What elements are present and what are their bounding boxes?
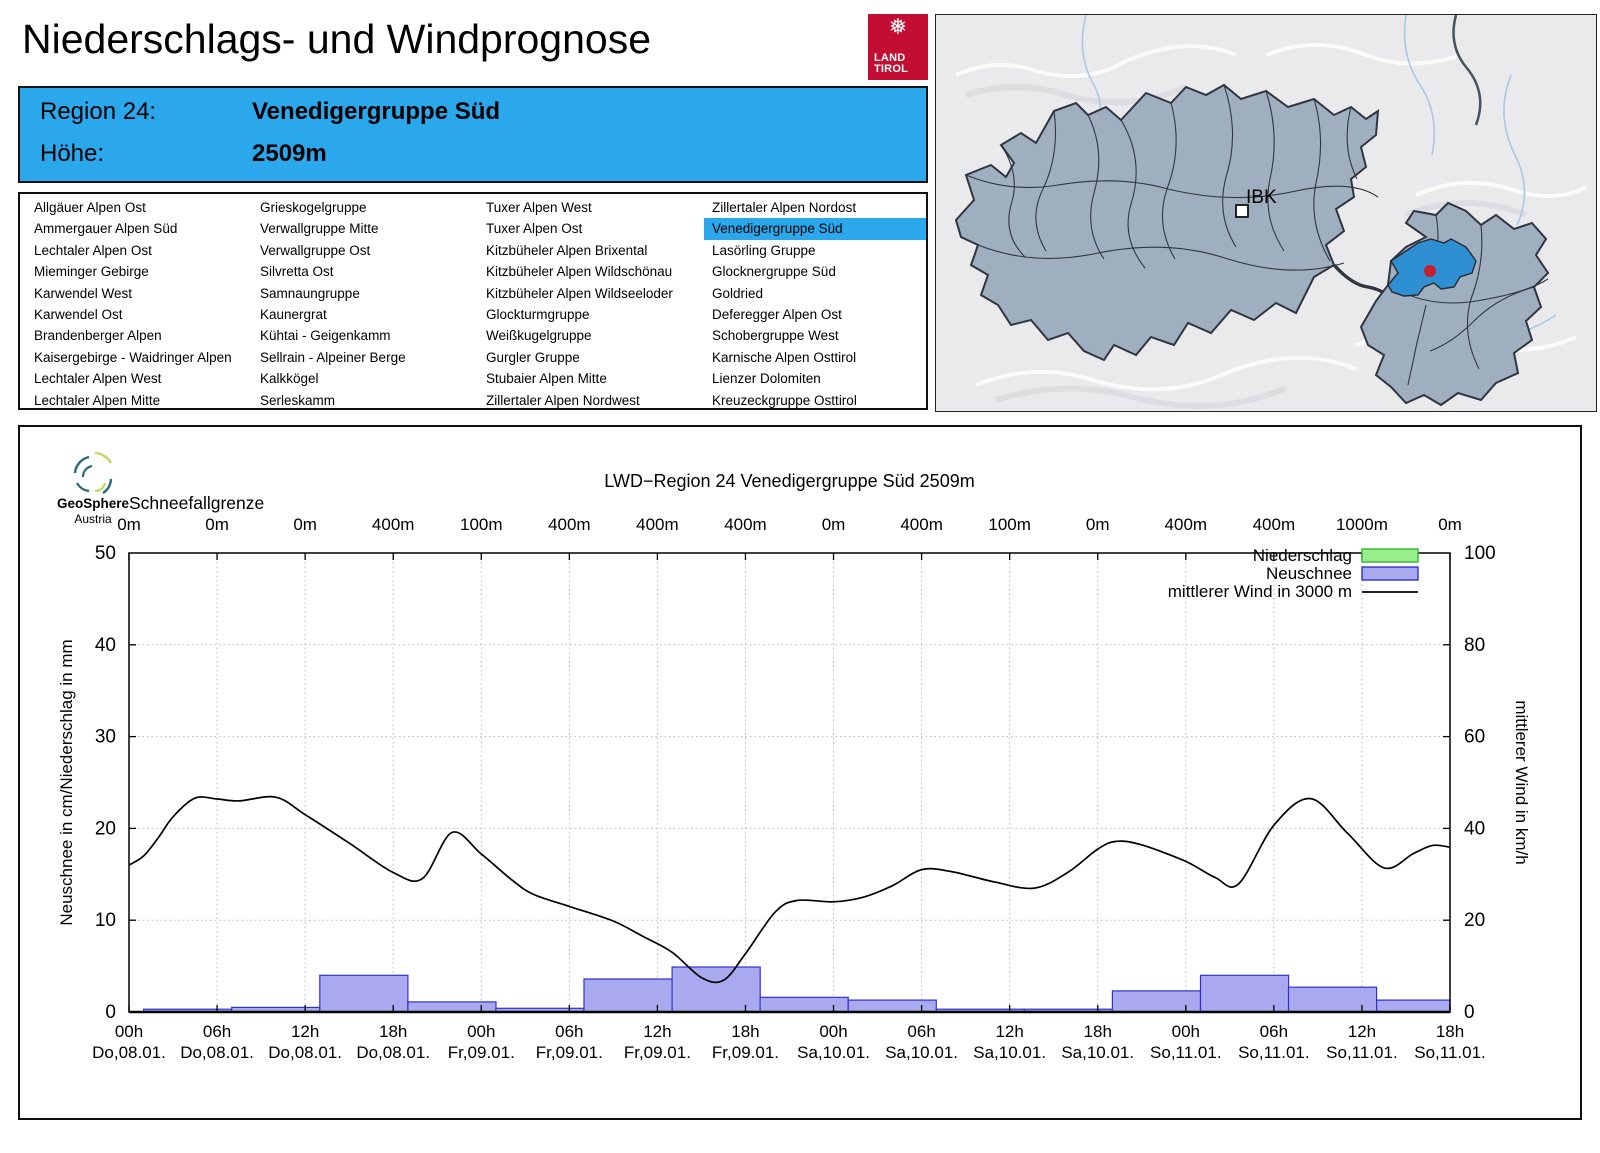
altitude-value: 2509m: [252, 140, 327, 167]
region-list-item[interactable]: Deferegger Alpen Ost: [712, 306, 842, 322]
svg-text:12h: 12h: [290, 1022, 320, 1041]
y-right-axis-title: mittlerer Wind in km/h: [1512, 700, 1531, 865]
region-list-item[interactable]: Verwallgruppe Mitte: [260, 221, 379, 237]
svg-text:Fr,09.01.: Fr,09.01.: [447, 1043, 515, 1062]
forecast-chart-panel: [18, 425, 1582, 1120]
region-list-item[interactable]: Zillertaler Alpen Nordost: [712, 200, 857, 215]
svg-text:60: 60: [1464, 726, 1486, 748]
land-tirol-logo: [868, 14, 928, 80]
region-list-item[interactable]: Kitzbüheler Alpen Wildseeloder: [486, 285, 673, 301]
svg-text:0m: 0m: [1085, 515, 1110, 534]
svg-text:400m: 400m: [724, 515, 767, 534]
region-list: [18, 192, 928, 410]
svg-text:GeoSphere: GeoSphere: [56, 496, 130, 511]
svg-text:12h: 12h: [995, 1022, 1024, 1041]
svg-text:Fr,09.01.: Fr,09.01.: [711, 1043, 780, 1062]
svg-text:40: 40: [1464, 818, 1486, 840]
region-list-item[interactable]: Lechtaler Alpen Mitte: [34, 392, 161, 408]
svg-text:100m: 100m: [988, 515, 1031, 534]
svg-text:Austria: Austria: [74, 512, 112, 526]
region-name: Venedigergruppe Süd: [252, 98, 501, 125]
svg-text:Do,08.01.: Do,08.01.: [268, 1043, 343, 1062]
region-list-item[interactable]: Silvretta Ost: [260, 264, 334, 280]
region-list-item[interactable]: Verwallgruppe Ost: [260, 242, 371, 258]
svg-text:20: 20: [1464, 910, 1486, 932]
region-list-item[interactable]: Kreuzeckgruppe Osttirol: [712, 392, 857, 408]
x-tick-labels: [92, 1022, 1486, 1062]
svg-text:400m: 400m: [1164, 515, 1208, 534]
svg-text:Fr,09.01.: Fr,09.01.: [535, 1043, 603, 1062]
plot-frame: [129, 553, 1450, 1012]
svg-text:1000m: 1000m: [1335, 515, 1388, 534]
region-list-column-4: [704, 197, 926, 411]
region-list-item[interactable]: Stubaier Alpen Mitte: [486, 371, 607, 387]
svg-text:0m: 0m: [1438, 515, 1462, 534]
region-list-item[interactable]: Ammergauer Alpen Süd: [34, 221, 178, 237]
region-list-item[interactable]: Mieminger Gebirge: [34, 264, 149, 280]
snowline-tick-labels: [117, 515, 1462, 534]
svg-text:Do,08.01.: Do,08.01.: [180, 1043, 254, 1062]
svg-text:100: 100: [1464, 543, 1496, 564]
region-list-item[interactable]: Kalkkögel: [260, 371, 319, 387]
svg-text:Sa,10.01.: Sa,10.01.: [1061, 1043, 1135, 1062]
forecast-chart: [20, 427, 1580, 1118]
svg-text:18h: 18h: [379, 1022, 408, 1041]
region-list-item[interactable]: Lechtaler Alpen West: [34, 371, 162, 387]
wind-line: [129, 797, 1450, 983]
region-list-item[interactable]: Kitzbüheler Alpen Brixental: [486, 242, 648, 258]
svg-text:80: 80: [1464, 634, 1486, 656]
region-label: Region 24:: [40, 98, 157, 125]
svg-text:06h: 06h: [555, 1022, 584, 1041]
svg-text:06h: 06h: [907, 1022, 936, 1041]
svg-text:Fr,09.01.: Fr,09.01.: [623, 1043, 691, 1062]
svg-text:Sa,10.01.: Sa,10.01.: [797, 1043, 870, 1062]
region-list-item[interactable]: Glocknergruppe Süd: [712, 264, 836, 280]
region-list-item[interactable]: Sellrain - Alpeiner Berge: [260, 349, 406, 365]
region-list-item[interactable]: Samnaungruppe: [260, 285, 360, 301]
region-list-item[interactable]: Venedigergruppe Süd: [704, 218, 926, 239]
region-list-item[interactable]: Serleskamm: [260, 392, 336, 408]
svg-text:0m: 0m: [293, 515, 317, 534]
region-list-item[interactable]: Karwendel West: [34, 285, 133, 301]
svg-text:06h: 06h: [1259, 1022, 1289, 1041]
svg-text:Niederschlag: Niederschlag: [1252, 546, 1352, 565]
region-list-item[interactable]: Goldried: [712, 285, 764, 301]
svg-text:18h: 18h: [731, 1022, 760, 1041]
ibk-label: IBK: [1246, 187, 1277, 208]
svg-text:400m: 400m: [1252, 515, 1296, 534]
altitude-row: [40, 140, 327, 168]
y-right-tick-labels: [1464, 543, 1496, 1023]
svg-text:0: 0: [105, 1002, 116, 1023]
svg-text:0m: 0m: [205, 515, 229, 534]
svg-text:Sa,10.01.: Sa,10.01.: [885, 1043, 958, 1062]
altitude-label: Höhe:: [40, 140, 105, 167]
svg-text:So,11.01.: So,11.01.: [1238, 1043, 1310, 1062]
y-left-tick-labels: [95, 543, 116, 1023]
svg-text:30: 30: [94, 726, 116, 748]
svg-text:00h: 00h: [1171, 1022, 1200, 1041]
station-dot: [1424, 265, 1436, 277]
svg-text:So,11.01.: So,11.01.: [1414, 1043, 1486, 1062]
svg-text:40: 40: [94, 634, 116, 656]
region-list-item[interactable]: Lechtaler Alpen Ost: [34, 242, 152, 258]
svg-text:400m: 400m: [548, 515, 591, 534]
svg-text:00h: 00h: [819, 1022, 848, 1041]
svg-text:400m: 400m: [900, 515, 943, 534]
axis-ticks: [129, 553, 1450, 1012]
region-list-item[interactable]: Grieskogelgruppe: [260, 200, 367, 215]
chart-legend: [1168, 546, 1418, 601]
region-list-item[interactable]: Allgäuer Alpen Ost: [34, 200, 146, 215]
region-list-item[interactable]: Kitzbüheler Alpen Wildschönau: [486, 264, 673, 280]
svg-text:12h: 12h: [1347, 1022, 1377, 1041]
region-list-item[interactable]: Lasörling Gruppe: [712, 242, 816, 258]
region-list-item[interactable]: Kaunergrat: [260, 306, 327, 322]
region-list-item[interactable]: Kühtai - Geigenkamm: [260, 328, 391, 344]
region-list-item[interactable]: Karwendel Ost: [34, 306, 123, 322]
svg-text:Sa,10.01.: Sa,10.01.: [973, 1043, 1047, 1062]
region-list-item[interactable]: Gurgler Gruppe: [486, 349, 580, 365]
svg-text:00h: 00h: [114, 1022, 144, 1041]
svg-text:So,11.01.: So,11.01.: [1326, 1043, 1398, 1062]
land-tirol-logo-text: LAND TIROL: [874, 52, 908, 75]
svg-text:18h: 18h: [1435, 1022, 1465, 1041]
tirol-overview-map[interactable]: [935, 14, 1597, 412]
region-list-item[interactable]: Tuxer Alpen West: [486, 200, 592, 215]
svg-text:0m: 0m: [117, 515, 141, 534]
region-list-item[interactable]: Tuxer Alpen Ost: [486, 221, 583, 237]
svg-text:50: 50: [94, 543, 116, 564]
region-list-item[interactable]: Karnische Alpen Osttirol: [712, 349, 857, 365]
svg-text:400m: 400m: [636, 515, 679, 534]
page-title: Niederschlags- und Windprognose: [22, 16, 652, 62]
region-info-box: [18, 86, 928, 183]
svg-text:So,11.01.: So,11.01.: [1150, 1043, 1222, 1062]
svg-text:0m: 0m: [821, 515, 846, 534]
region-list-item[interactable]: Weißkugelgruppe: [486, 328, 592, 344]
svg-text:00h: 00h: [467, 1022, 496, 1041]
snowflake-icon: ❅: [888, 14, 908, 39]
svg-text:0: 0: [1464, 1002, 1475, 1023]
svg-text:18h: 18h: [1083, 1022, 1112, 1041]
svg-text:20: 20: [94, 818, 116, 840]
svg-text:400m: 400m: [371, 515, 415, 534]
region-list-column-3: [478, 197, 673, 411]
region-row: [40, 98, 500, 126]
svg-text:10: 10: [94, 910, 116, 932]
region-list-item[interactable]: Brandenberger Alpen: [34, 328, 162, 344]
svg-text:Neuschnee: Neuschnee: [1265, 564, 1352, 583]
region-list-item[interactable]: Schobergruppe West: [712, 328, 839, 344]
svg-text:06h: 06h: [202, 1022, 232, 1041]
svg-text:100m: 100m: [460, 515, 503, 534]
neuschnee-bars: [144, 967, 1450, 1012]
region-list-column-1: [26, 197, 232, 411]
svg-text:mittlerer Wind in 3000 m: mittlerer Wind in 3000 m: [1167, 582, 1352, 601]
chart-title: LWD−Region 24 Venedigergruppe Süd 2509m: [604, 471, 975, 491]
region-list-item[interactable]: Kaisergebirge - Waidringer Alpen: [34, 349, 232, 365]
y-left-axis-title: Neuschnee in cm/Niederschlag in mm: [57, 639, 76, 926]
region-list-column-2: [252, 197, 406, 411]
svg-text:12h: 12h: [643, 1022, 672, 1041]
snowline-axis-label: Schneefallgrenze: [129, 493, 265, 513]
svg-text:Do,08.01.: Do,08.01.: [356, 1043, 431, 1062]
region-list-item[interactable]: Glockturmgruppe: [486, 306, 590, 322]
region-list-item[interactable]: Lienzer Dolomiten: [712, 371, 821, 387]
svg-text:Do,08.01.: Do,08.01.: [92, 1043, 166, 1062]
region-list-item[interactable]: Zillertaler Alpen Nordwest: [486, 392, 640, 408]
grid: [129, 553, 1450, 1012]
